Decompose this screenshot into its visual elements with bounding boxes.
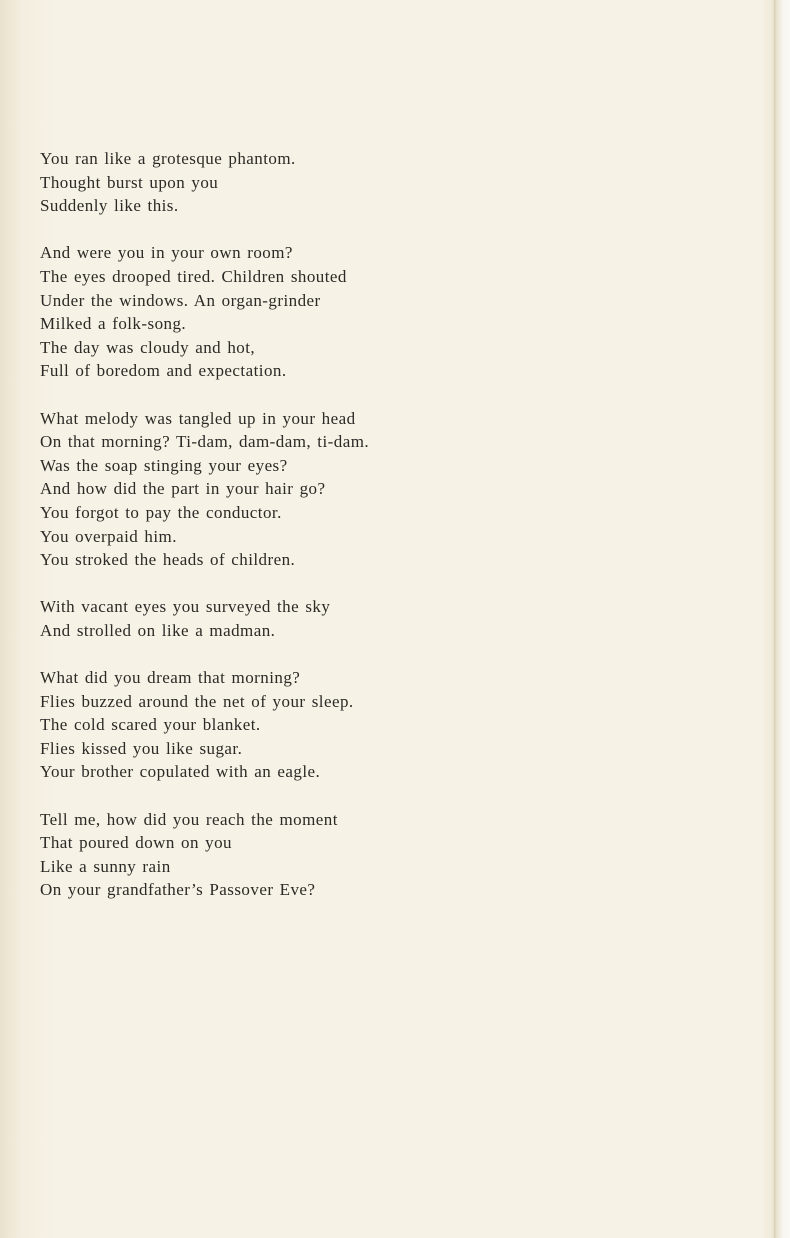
poem-line: Flies buzzed around the net of your sleep.: [40, 691, 354, 711]
poem-line: Under the windows. An organ-grinder: [40, 290, 321, 310]
poem-line: The cold scared your blanket.: [40, 715, 261, 735]
poem-line: Like a sunny rain: [40, 856, 171, 876]
poem-line: The eyes drooped tired. Children shouted: [40, 266, 347, 286]
poem-line: And how did the part in your hair go?: [40, 479, 326, 499]
stanza-4: [40, 595, 740, 642]
poem-line: That poured down on you: [40, 833, 232, 853]
poem-line: What melody was tangled up in your head: [40, 408, 356, 428]
poem-line: With vacant eyes you surveyed the sky: [40, 597, 331, 617]
poem-line: And were you in your own room?: [40, 243, 293, 263]
poem-line: You forgot to pay the conductor.: [40, 502, 282, 522]
poem-line: Suddenly like this.: [40, 196, 179, 216]
poem-line: Your brother copulated with an eagle.: [40, 762, 321, 782]
stanza-6: [40, 808, 740, 902]
poem-line: And strolled on like a madman.: [40, 620, 276, 640]
poem-line: You ran like a grotesque phantom.: [40, 149, 296, 168]
poem-line: The day was cloudy and hot,: [40, 337, 256, 357]
stanza-5: [40, 666, 740, 784]
poem-body: [40, 147, 740, 926]
poem-line: On that morning? Ti-dam, dam-dam, ti-dam.: [40, 432, 370, 452]
poem-line: Milked a folk-song.: [40, 314, 187, 334]
poem-line: Tell me, how did you reach the moment: [40, 809, 338, 829]
poem-line: Flies kissed you like sugar.: [40, 738, 243, 758]
poem-line: Thought burst upon you: [40, 172, 219, 192]
stanza-1: [40, 147, 740, 218]
poem-line: Full of boredom and expectation.: [40, 361, 287, 381]
stanza-3: [40, 407, 740, 572]
poem-line: On your grandfather’s Passover Eve?: [40, 880, 316, 900]
stanza-2: [40, 241, 740, 383]
poem-line: Was the soap stinging your eyes?: [40, 455, 288, 475]
poem-line: You overpaid him.: [40, 526, 177, 546]
poem-line: What did you dream that morning?: [40, 668, 301, 688]
page-edge: [774, 0, 790, 1238]
poem-line: You stroked the heads of children.: [40, 550, 296, 570]
